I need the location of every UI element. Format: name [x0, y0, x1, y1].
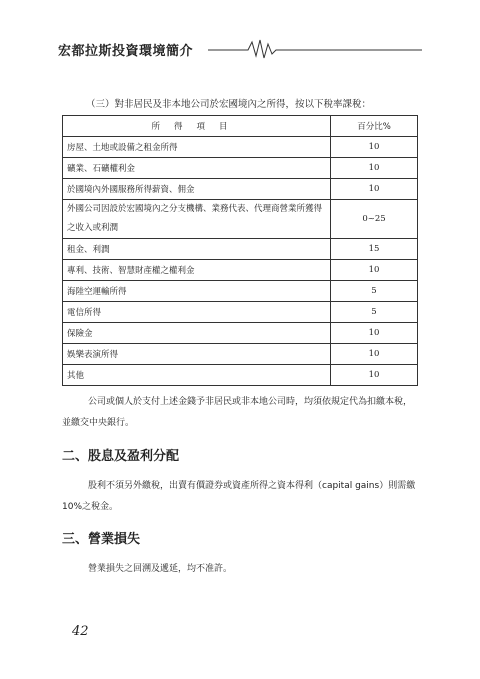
column-header-rate: 百分比%	[331, 116, 418, 137]
row-item: 保險金	[63, 323, 331, 344]
row-item: 外國公司因設於宏國境內之分支機構、業務代表、代理商營業所獲得之收入或利潤	[63, 200, 331, 239]
row-item: 於國境內外國服務所得薪資、佣金	[63, 179, 331, 200]
table-row	[63, 200, 418, 239]
row-item: 其他	[63, 365, 331, 386]
heartbeat-line-icon	[208, 38, 422, 60]
page-header	[58, 38, 422, 60]
table-row	[63, 179, 418, 200]
table-row	[63, 158, 418, 179]
row-item: 租金、利潤	[63, 239, 331, 260]
row-rate: 0~25	[331, 200, 418, 239]
table-row	[63, 239, 418, 260]
row-item: 電信所得	[63, 302, 331, 323]
row-rate: 10	[331, 344, 418, 365]
row-item: 房屋、土地或設備之租金所得	[63, 137, 331, 158]
row-rate: 15	[331, 239, 418, 260]
column-header-item: 所得項目	[63, 116, 331, 137]
row-rate: 10	[331, 323, 418, 344]
table-row	[63, 281, 418, 302]
section-title-dividends: 二、股息及盈利分配	[62, 449, 180, 464]
row-rate: 10	[331, 179, 418, 200]
row-rate: 10	[331, 137, 418, 158]
table-row	[63, 344, 418, 365]
section-body-dividends: 股利不須另外繳稅，出賣有價證券或資產所得之資本得利（capital gains）則需繳 10%之稅金。	[62, 481, 416, 512]
row-item: 海陸空運輸所得	[63, 281, 331, 302]
row-rate: 10	[331, 260, 418, 281]
row-item: 礦業、石礦權利金	[63, 158, 331, 179]
row-rate: 10	[331, 158, 418, 179]
table-row	[63, 302, 418, 323]
table-row	[63, 323, 418, 344]
tax-rate-table	[62, 115, 418, 386]
table-row	[63, 137, 418, 158]
header-title: 宏都拉斯投資環境簡介	[58, 44, 194, 59]
table-header-row	[63, 116, 418, 137]
section-title-losses: 三、營業損失	[62, 532, 141, 547]
section-body-losses: 營業損失之回溯及遞延，均不准許。	[88, 564, 233, 574]
row-item: 專利、技術、智慧財產權之權利金	[63, 260, 331, 281]
row-rate: 10	[331, 365, 418, 386]
page-number: 42	[72, 624, 89, 639]
table-row	[63, 365, 418, 386]
row-rate: 5	[331, 302, 418, 323]
withholding-note: 公司或個人於支付上述金錢予非居民或非本地公司時，均須依規定代為扣繳本稅，並繳交中央銀行。	[62, 397, 413, 428]
table-row	[63, 260, 418, 281]
row-item: 娛樂表演所得	[63, 344, 331, 365]
row-rate: 5	[331, 281, 418, 302]
intro-text: （三）對非居民及非本地公司於宏國境內之所得，按以下稅率課稅：	[86, 99, 372, 110]
